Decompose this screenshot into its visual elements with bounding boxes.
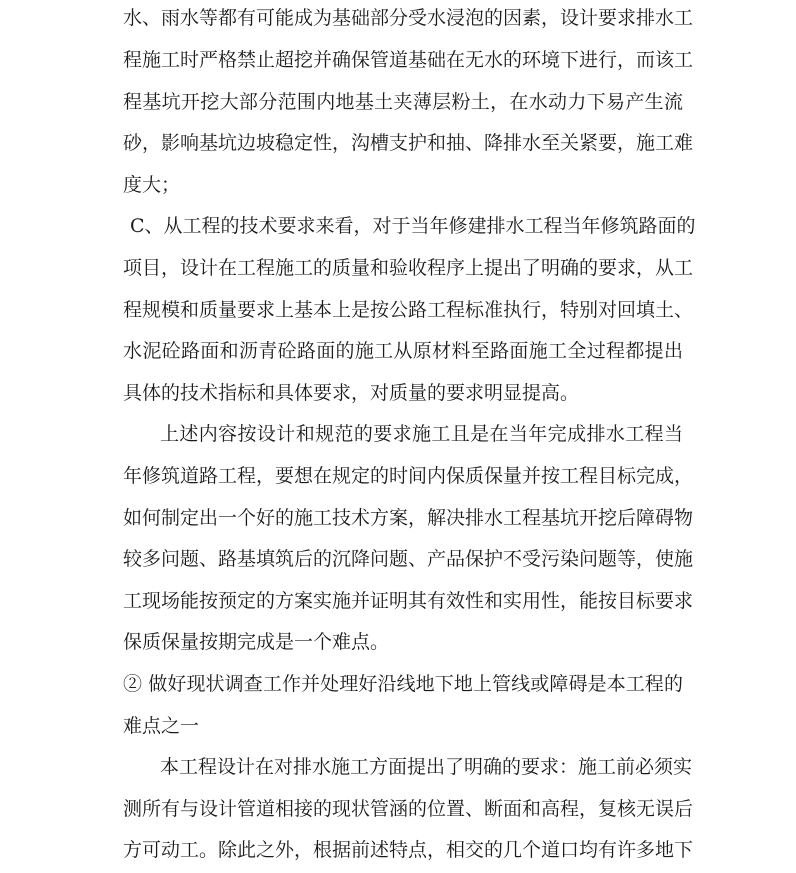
text-line: 保质保量按期完成是一个难点。 [123,631,390,653]
text-line: 具体的技术指标和具体要求，对质量的要求明显提高。 [123,382,580,404]
text-line: 较多问题、路基填筑后的沉降问题、产品保护不受污染问题等，使施 [123,548,694,570]
text-line: 砂，影响基坑边坡稳定性，沟槽支护和抽、降排水至关紧要，施工难 [123,132,694,154]
text-line: 水泥砼路面和沥青砼路面的施工从原材料至路面施工全过程都提出 [123,340,683,362]
text-line: 度大； [123,174,181,196]
text-line: 程基坑开挖大部分范围内地基土夹薄层粉土，在水动力下易产生流 [123,91,683,113]
text-line: 项目，设计在工程施工的质量和验收程序上提出了明确的要求，从工 [123,257,694,279]
list-item-c: C、从工程的技术要求来看，对于当年修建排水工程当年修筑路面的 [130,215,696,237]
text-line: 如何制定出一个好的施工技术方案，解决排水工程基坑开挖后障碍物 [123,507,694,529]
text-line: 程施工时严格禁止超挖并确保管道基础在无水的环境下进行，而该工 [123,49,694,71]
text-line: 方可动工。除此之外，根据前述特点，相交的几个道口均有许多地下 [123,839,694,861]
text-line: 测所有与设计管道相接的现状管涵的位置、断面和高程，复核无误后 [123,798,694,820]
text-line: 水、雨水等都有可能成为基础部分受水浸泡的因素，设计要求排水工 [123,7,694,29]
text-line: 工现场能按预定的方案实施并证明其有效性和实用性，能按目标要求 [123,590,694,612]
text-line: 年修筑道路工程，要想在规定的时间内保质保量并按工程目标完成， [123,465,694,487]
text-line: 程规模和质量要求上基本上是按公路工程标准执行，特别对回填土、 [123,299,694,321]
paragraph-start: 上述内容按设计和规范的要求施工且是在当年完成排水工程当 [160,423,683,445]
section-heading-cont: 难点之一 [123,715,200,737]
section-heading: ② 做好现状调查工作并处理好沿线地下地上管线或障碍是本工程的 [123,673,683,695]
paragraph-start: 本工程设计在对排水施工方面提出了明确的要求：施工前必须实 [160,756,693,778]
